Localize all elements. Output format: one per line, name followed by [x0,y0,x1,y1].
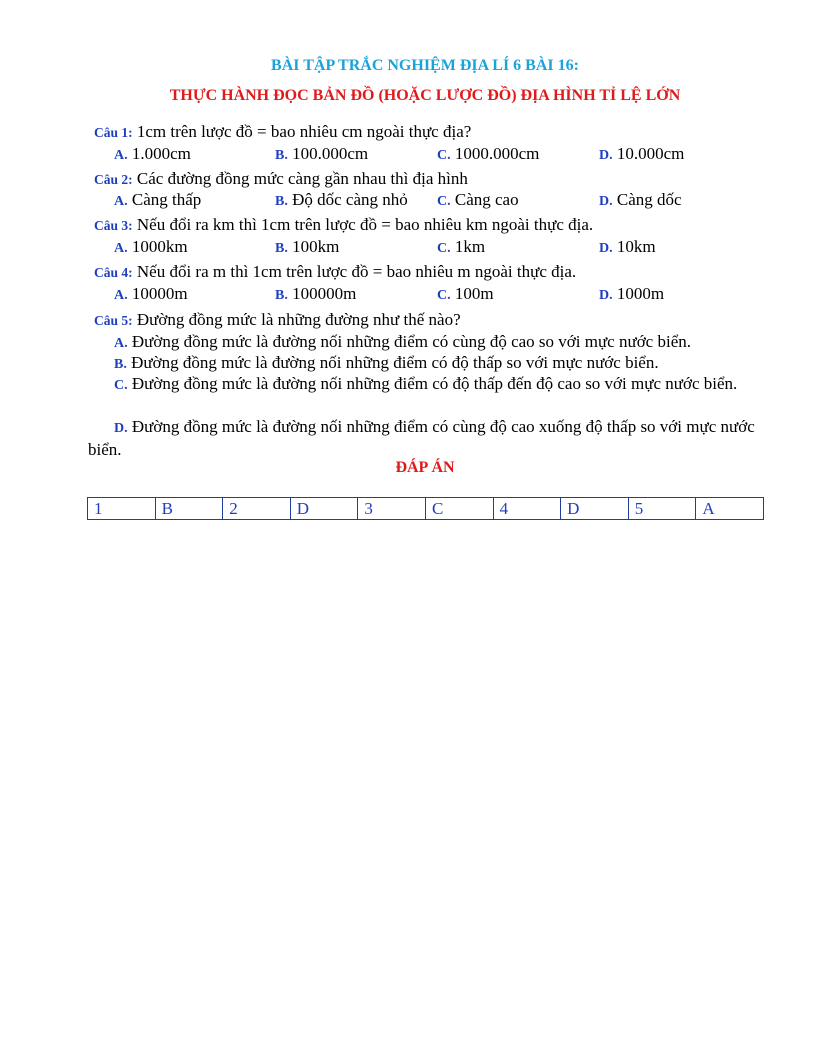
option-d: D. 10km [599,237,656,256]
answer-cell: D [561,498,629,520]
question-text: 1cm trên lược đồ = bao nhiêu cm ngoài thực địa? [136,122,472,141]
question-label: Câu 5: [94,313,133,328]
question-5-option-d [88,416,758,460]
option-a: A. Càng thấp [114,190,202,209]
option-a: A. 1000km [114,237,188,256]
question-text: Nếu đổi ra m thì 1cm trên lược đồ = bao nhiêu m ngoài thực địa. [136,262,577,281]
question-2-options [94,190,794,210]
answer-cell: 5 [628,498,696,520]
option-text: Đường đồng mức là đường nối những điểm có cùng độ cao so với mực nước biển. [131,332,691,351]
question-label: Câu 2: [94,172,133,187]
answer-cell: 2 [223,498,291,520]
question-4 [94,262,576,283]
option-c: C. 1000.000cm [437,144,540,163]
table-row [88,498,764,520]
question-label: Câu 4: [94,265,133,280]
question-text: Nếu đổi ra km thì 1cm trên lược đồ = bao nhiêu km ngoài thực địa. [136,215,594,234]
question-5-option-c [88,373,758,396]
answer-cell: 4 [493,498,561,520]
option-b: B. 100.000cm [275,144,369,163]
question-1-options [94,144,794,164]
option-a: A. 10000m [114,284,188,303]
question-5-option-a [88,331,758,354]
answer-cell: A [696,498,764,520]
document-title: BÀI TẬP TRẮC NGHIỆM ĐỊA LÍ 6 BÀI 16: [271,57,579,74]
option-letter: D. [114,421,128,436]
question-label: Câu 3: [94,218,133,233]
answer-heading: ĐÁP ÁN [395,459,455,476]
document-subtitle: THỰC HÀNH ĐỌC BẢN ĐỒ (HOẶC LƯỢC ĐỒ) ĐỊA HÌNH TỈ LỆ LỚN [169,87,681,104]
option-letter: B. [114,357,127,372]
option-d: D. Càng dốc [599,190,682,209]
question-5-option-b [88,352,758,375]
option-a: A. 1.000cm [114,144,191,163]
option-b: B. 100000m [275,284,357,303]
option-text: Đường đồng mức là đường nối những điểm có cùng độ cao xuống độ thấp so với mực nước biển. [88,417,755,459]
option-c: C. 100m [437,284,494,303]
answer-cell: D [290,498,358,520]
question-2 [94,169,468,190]
option-d: D. 1000m [599,284,665,303]
question-5 [94,310,461,331]
question-3-options [94,237,794,257]
question-1 [94,122,471,143]
answer-cell: C [425,498,493,520]
option-letter: A. [114,336,128,351]
option-d: D. 10.000cm [599,144,685,163]
option-b: B. Độ dốc càng nhỏ [275,190,408,209]
option-text: Đường đồng mức là đường nối những điểm có độ thấp so với mực nước biển. [131,353,659,372]
answer-cell: 1 [88,498,156,520]
question-3 [94,215,593,236]
question-text: Các đường đồng mức càng gần nhau thì địa hình [136,169,468,188]
option-text: Đường đồng mức là đường nối những điểm có độ thấp đến độ cao so với mực nước biển. [131,374,738,393]
answer-cell: B [155,498,223,520]
answer-table [87,497,764,520]
question-4-options [94,284,794,304]
option-c: C. 1km [437,237,486,256]
option-c: C. Càng cao [437,190,519,209]
question-text: Đường đồng mức là những đường như thế nào? [136,310,461,329]
answer-cell: 3 [358,498,426,520]
question-label: Câu 1: [94,125,133,140]
option-b: B. 100km [275,237,340,256]
option-letter: C. [114,378,128,393]
